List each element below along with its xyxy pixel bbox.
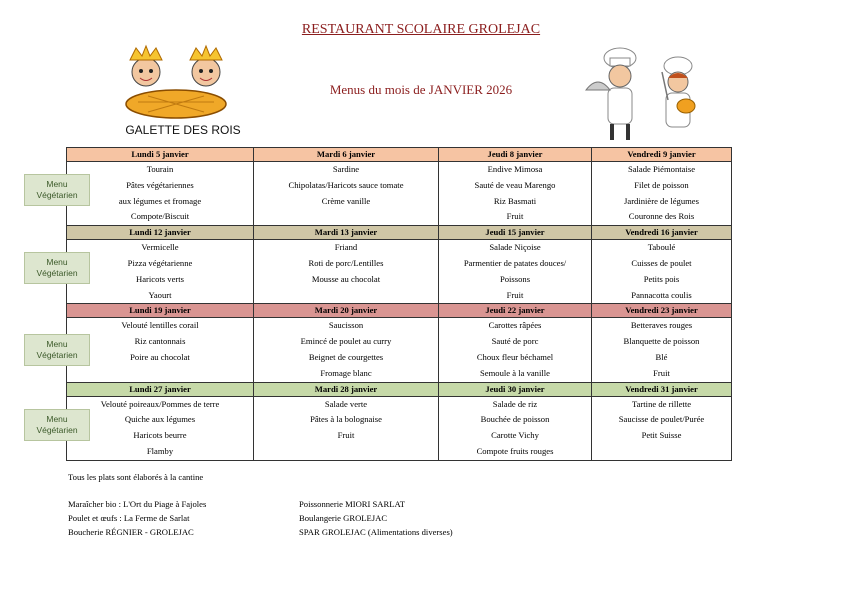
menu-row	[67, 444, 732, 460]
menu-cell: Beignet de courgettes	[254, 350, 439, 366]
vegetarian-menu-label	[24, 409, 90, 441]
page-title: RESTAURANT SCOLAIRE GROLEJAC	[301, 22, 541, 37]
day-header: Jeudi 8 janvier	[439, 148, 592, 162]
page-subtitle: Menus du mois de JANVIER 2026	[329, 82, 513, 97]
menu-cell: Semoule à la vanille	[439, 366, 592, 382]
menu-cell: Poissons	[439, 272, 592, 288]
menu-cell: Compote fruits rouges	[439, 444, 592, 460]
menu-cell: Fruit	[592, 366, 732, 382]
menu-cell: Petit Suisse	[592, 428, 732, 444]
menu-cell: Carotte Vichy	[439, 428, 592, 444]
menu-cell: Chipolatas/Haricots sauce tomate	[254, 178, 439, 194]
veg-label-line1: Menu	[46, 339, 68, 349]
menu-cell: Salade verte	[254, 396, 439, 412]
veg-label-line1: Menu	[46, 257, 68, 267]
day-header: Vendredi 9 janvier	[592, 148, 732, 162]
day-header: Lundi 5 janvier	[67, 148, 254, 162]
day-header: Vendredi 16 janvier	[592, 226, 732, 240]
supplier-item: Poissonnerie MIORI SARLAT	[299, 499, 405, 509]
veg-label-line2: Végétarien	[36, 190, 78, 200]
veg-label-line2: Végétarien	[36, 268, 78, 278]
day-header: Mardi 13 janvier	[254, 226, 439, 240]
day-header: Jeudi 15 janvier	[439, 226, 592, 240]
menu-cell: Roti de porc/Lentilles	[254, 256, 439, 272]
vegetarian-menu-label	[24, 334, 90, 366]
menu-cell: Pannacotta coulis	[592, 288, 732, 304]
menu-cell: Emincé de poulet au curry	[254, 334, 439, 350]
menu-row	[67, 428, 732, 444]
menu-cell: Fruit	[439, 209, 592, 225]
chefs-illustration	[580, 44, 730, 144]
footnote: Tous les plats sont élaborés à la cantine	[68, 472, 204, 482]
menu-cell: Quiche aux légumes	[67, 412, 254, 428]
menu-cell: Yaourt	[67, 288, 254, 304]
menu-cell: Poire au chocolat	[67, 350, 254, 366]
menu-cell: Compote/Biscuit	[67, 209, 254, 225]
suppliers-left-column	[68, 497, 206, 539]
menu-cell: Blanquette de poisson	[592, 334, 732, 350]
menu-cell	[67, 366, 254, 382]
day-header: Mardi 28 janvier	[254, 382, 439, 396]
menu-cell: Pâtes à la bolognaise	[254, 412, 439, 428]
week-header-row	[67, 148, 732, 162]
supplier-item: Poulet et œufs : La Ferme de Sarlat	[68, 513, 190, 523]
menu-cell: Sardine	[254, 162, 439, 178]
menu-cell: Couronne des Rois	[592, 209, 732, 225]
supplier-item: Boulangerie GROLEJAC	[299, 513, 388, 523]
menu-row	[67, 240, 732, 256]
supplier-item: Boucherie RÉGNIER - GROLEJAC	[68, 527, 194, 537]
menu-cell: Choux fleur béchamel	[439, 350, 592, 366]
menu-cell: Riz cantonnais	[67, 334, 254, 350]
menu-cell: Salade Niçoise	[439, 240, 592, 256]
vegetarian-menu-label	[24, 252, 90, 284]
day-header: Vendredi 31 janvier	[592, 382, 732, 396]
supplier-item: Maraîcher bio : L'Ort du Piage à Fajoles	[68, 499, 207, 509]
week-header-row	[67, 304, 732, 318]
menu-cell: Parmentier de patates douces/	[439, 256, 592, 272]
menu-row	[67, 350, 732, 366]
menu-cell: Betteraves rouges	[592, 318, 732, 334]
suppliers-right-column	[299, 497, 453, 539]
menu-cell: Endive Mimosa	[439, 162, 592, 178]
menu-cell: Mousse au chocolat	[254, 272, 439, 288]
menu-cell: Velouté poireaux/Pommes de terre	[67, 396, 254, 412]
menu-cell: Velouté lentilles corail	[67, 318, 254, 334]
menu-cell: Jardinière de légumes	[592, 194, 732, 210]
supplier-item: SPAR GROLEJAC (Alimentations diverses)	[299, 527, 453, 537]
menu-cell	[254, 288, 439, 304]
veg-label-line2: Végétarien	[36, 425, 78, 435]
menu-cell: Saucisse de poulet/Purée	[592, 412, 732, 428]
menu-cell: Pizza végétarienne	[67, 256, 254, 272]
galette-text: GALETTE DES ROIS	[125, 123, 241, 137]
day-header: Mardi 6 janvier	[254, 148, 439, 162]
menu-cell: Salade de riz	[439, 396, 592, 412]
menu-cell: Cuisses de poulet	[592, 256, 732, 272]
menu-cell: Pâtes végétariennes	[67, 178, 254, 194]
menu-row	[67, 288, 732, 304]
menu-cell: Vermicelle	[67, 240, 254, 256]
menu-row	[67, 366, 732, 382]
menu-cell: Taboulé	[592, 240, 732, 256]
day-header: Lundi 12 janvier	[67, 226, 254, 240]
menu-cell: Sauté de veau Marengo	[439, 178, 592, 194]
day-header: Vendredi 23 janvier	[592, 304, 732, 318]
menu-cell: Sauté de porc	[439, 334, 592, 350]
menu-row	[67, 209, 732, 225]
week-header-row	[67, 226, 732, 240]
menu-cell: Riz Basmati	[439, 194, 592, 210]
day-header: Jeudi 30 janvier	[439, 382, 592, 396]
day-header: Lundi 19 janvier	[67, 304, 254, 318]
menu-cell: Fruit	[254, 428, 439, 444]
day-header: Lundi 27 janvier	[67, 382, 254, 396]
menu-cell	[254, 444, 439, 460]
menu-cell: Friand	[254, 240, 439, 256]
menu-cell: Fromage blanc	[254, 366, 439, 382]
menu-row	[67, 318, 732, 334]
menu-cell: Blé	[592, 350, 732, 366]
menu-cell	[254, 209, 439, 225]
veg-label-line2: Végétarien	[36, 350, 78, 360]
menu-row	[67, 194, 732, 210]
menu-cell: Tourain	[67, 162, 254, 178]
menu-row	[67, 272, 732, 288]
menu-table	[66, 147, 732, 461]
menu-cell	[592, 444, 732, 460]
menu-cell: Fruit	[439, 288, 592, 304]
menu-cell: Saucisson	[254, 318, 439, 334]
menu-cell: Petits pois	[592, 272, 732, 288]
menu-row	[67, 162, 732, 178]
menu-cell: Haricots beurre	[67, 428, 254, 444]
day-header: Mardi 20 janvier	[254, 304, 439, 318]
vegetarian-menu-label	[24, 174, 90, 206]
veg-label-line1: Menu	[46, 179, 68, 189]
menu-cell: Crème vanille	[254, 194, 439, 210]
menu-cell: Filet de poisson	[592, 178, 732, 194]
menu-cell: Tartine de rillette	[592, 396, 732, 412]
menu-row	[67, 256, 732, 272]
day-header: Jeudi 22 janvier	[439, 304, 592, 318]
menu-cell: Bouchée de poisson	[439, 412, 592, 428]
menu-cell: Flamby	[67, 444, 254, 460]
menu-cell: Salade Piémontaise	[592, 162, 732, 178]
menu-cell: Haricots verts	[67, 272, 254, 288]
week-header-row	[67, 382, 732, 396]
menu-cell: aux légumes et fromage	[67, 194, 254, 210]
veg-label-line1: Menu	[46, 414, 68, 424]
menu-row	[67, 412, 732, 428]
menu-row	[67, 396, 732, 412]
menu-row	[67, 334, 732, 350]
menu-cell: Carottes râpées	[439, 318, 592, 334]
menu-row	[67, 178, 732, 194]
